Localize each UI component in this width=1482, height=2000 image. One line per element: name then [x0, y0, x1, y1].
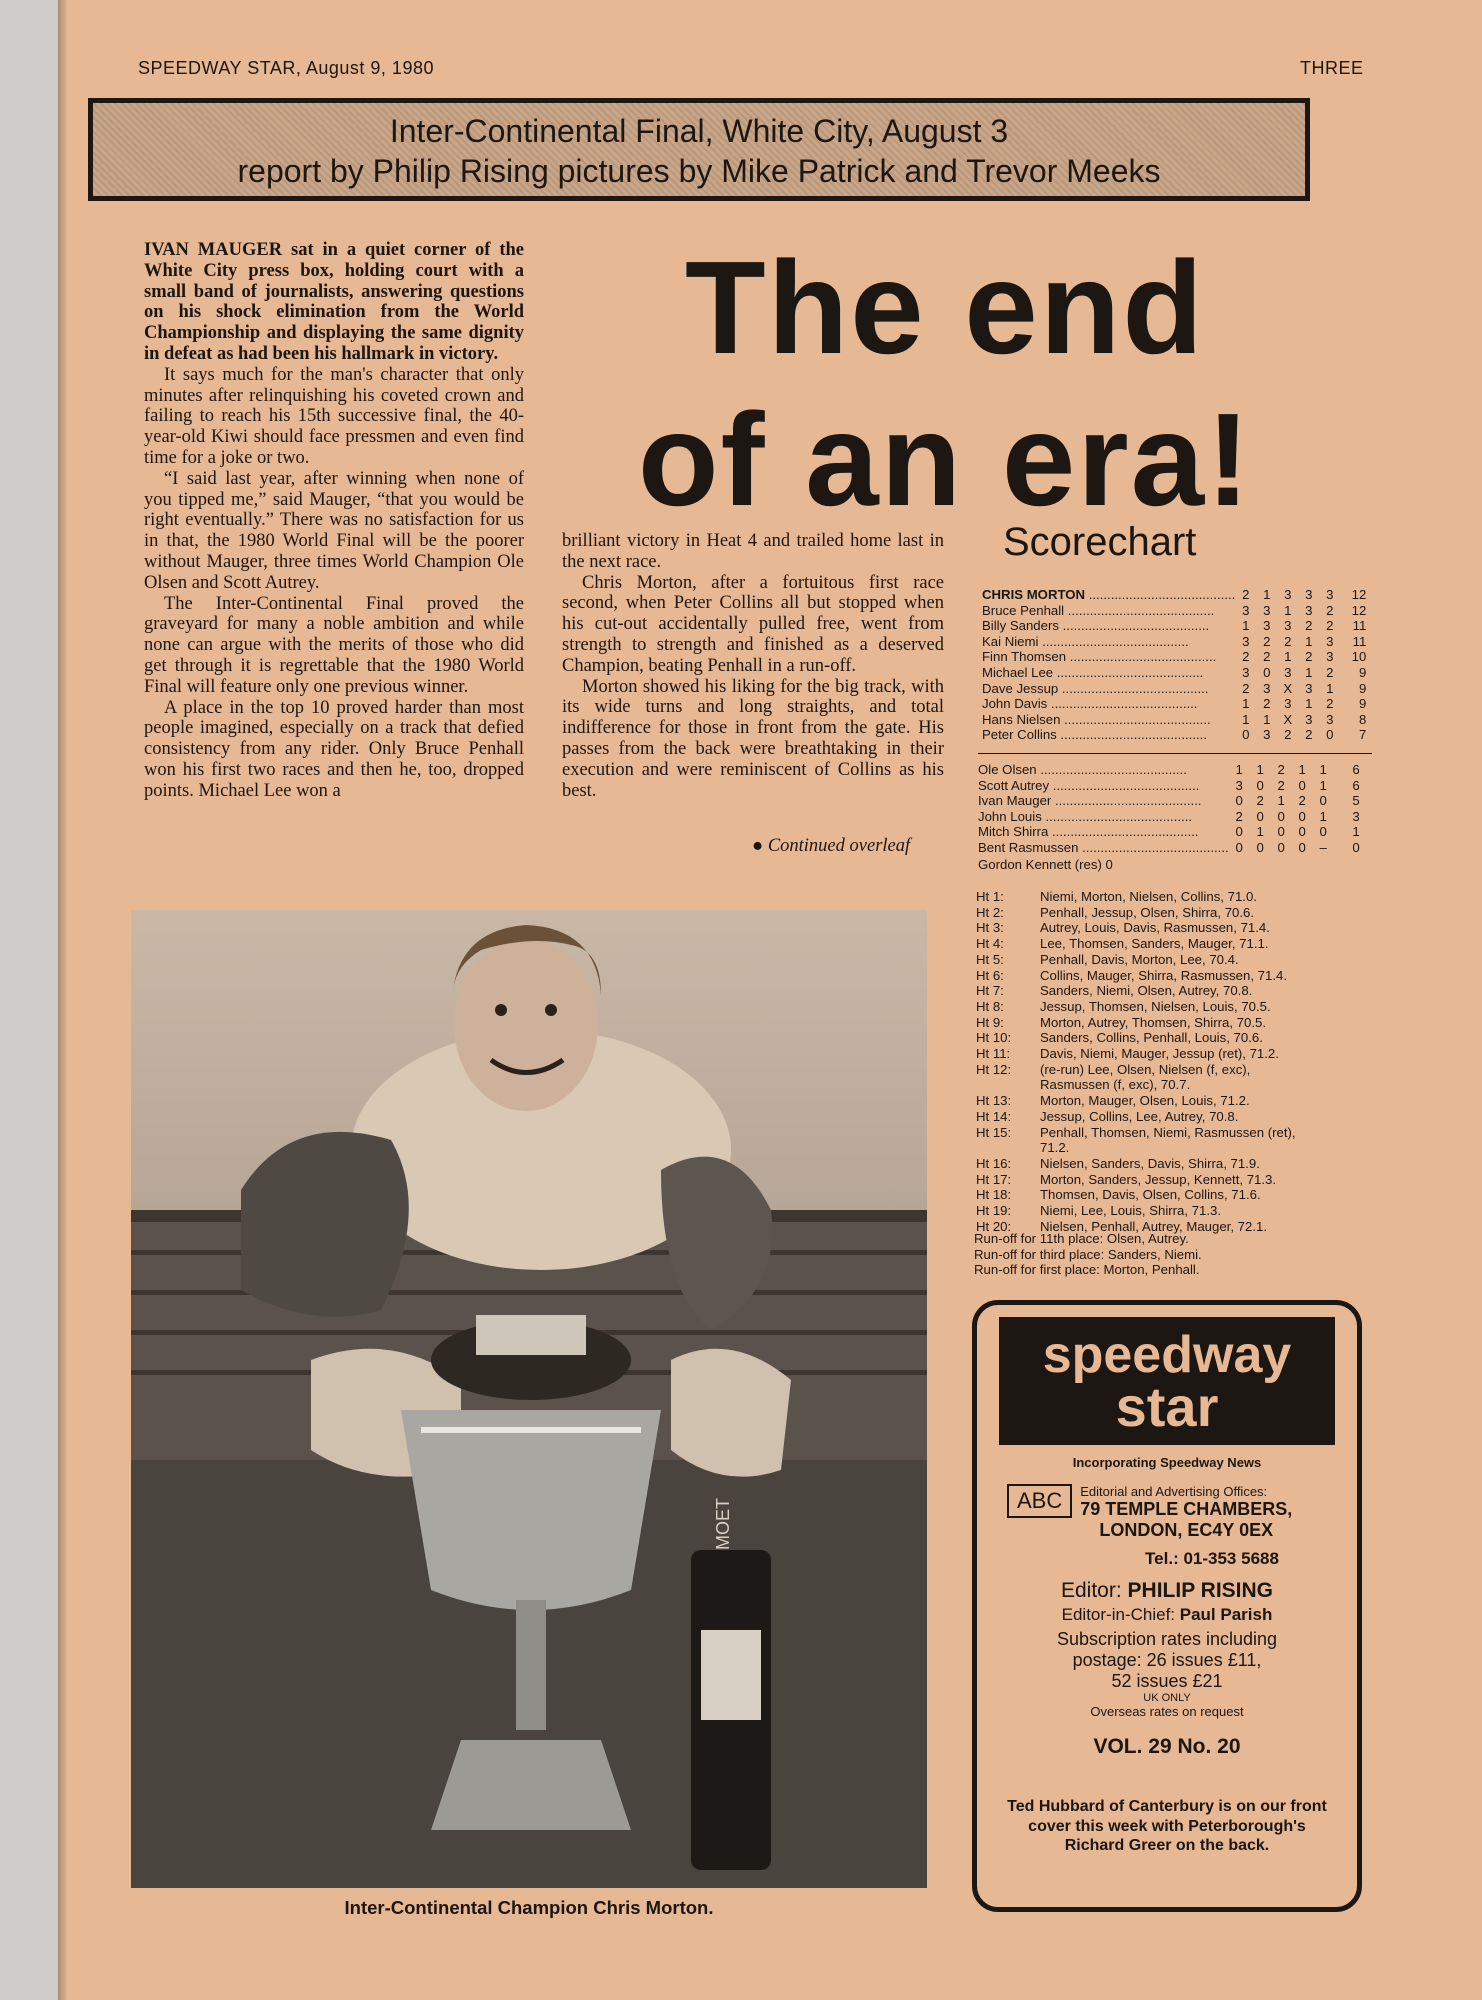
score-row [982, 603, 1366, 619]
score-row [978, 793, 1360, 809]
heat-result: Sanders, Niemi, Olsen, Autrey, 70.8. [1040, 983, 1253, 999]
article-column-2 [562, 531, 944, 801]
rider-name: John Louis [978, 808, 1042, 824]
speedway-star-logo [999, 1317, 1335, 1445]
ride-score: 1 [1298, 762, 1306, 777]
heat-row [976, 952, 1374, 968]
cover-note: Ted Hubbard of Canterbury is on our front cover this week with Peterborough's Richard Greer on the back. [1007, 1798, 1327, 1854]
rider-cell [982, 681, 1235, 697]
ride-score: 1 [1242, 618, 1250, 634]
ride-score: 3 [1305, 602, 1313, 618]
heat-label: Ht 2: [976, 904, 1004, 920]
ride-score: 0 [1298, 839, 1306, 855]
photo-caption: Inter-Continental Champion Chris Morton. [344, 1897, 714, 1918]
ride-score: 3 [1235, 777, 1243, 793]
heat-label: Ht 13: [976, 1093, 1012, 1109]
ride-score: 3 [1263, 727, 1271, 743]
ride-score: 1 [1256, 824, 1264, 840]
heat-label: Ht 11: [976, 1046, 1011, 1062]
article-paragraph: The Inter-Continental Final proved the graveyard for many a noble ambition and while none can argue with the merits of those who did get through it is regrettable that the 1980 World Final will feature only one previous winner. [144, 593, 524, 697]
ride-score: 3 [1242, 602, 1250, 618]
ride-score: 1 [1305, 633, 1313, 649]
heat-row [976, 1093, 1374, 1109]
total-score: 8 [1358, 711, 1367, 727]
ride-score: 0 [1298, 777, 1306, 793]
heat-row [976, 1187, 1374, 1203]
ride-score: 0 [1256, 777, 1264, 793]
score-row [982, 665, 1366, 681]
total-score: 9 [1358, 696, 1367, 712]
heat-label: Ht 18: [976, 1187, 1012, 1203]
heat-result: Morton, Sanders, Jessup, Kennett, 71.3. [1040, 1171, 1277, 1187]
page-edge-shadow [58, 0, 68, 2000]
banner-line-1: Inter-Continental Final, White City, August 3 [389, 113, 1009, 149]
ride-score: 2 [1242, 587, 1250, 602]
leader-dots [1078, 840, 1228, 855]
rider-cell [982, 618, 1235, 634]
ride-score: 2 [1235, 808, 1243, 824]
heat-result: Niemi, Morton, Nielsen, Collins, 71.0. [1040, 889, 1257, 904]
heat-result: Collins, Mauger, Shirra, Rasmussen, 71.4. [1040, 967, 1288, 983]
uk-only-note: UK ONLY [1143, 1692, 1191, 1704]
ride-score: 3 [1242, 633, 1250, 649]
rider-name: Dave Jessup [982, 680, 1059, 696]
ride-score: 0 [1256, 839, 1264, 855]
subscription-line: Subscription rates including [1056, 1629, 1278, 1649]
subscription-line: 52 issues £21 [1111, 1671, 1223, 1691]
ride-score: 3 [1284, 696, 1292, 712]
heat-label: Ht 7: [976, 983, 1004, 999]
heat-result: Lee, Thomsen, Sanders, Mauger, 71.1. [1040, 936, 1269, 952]
article-paragraph: Morton showed his liking for the big track, with its wide turns and long straights, and total indifference for those in front from the gate. His passes from the back were breathtaking in their execution and were reminiscent of Collins as his best. [562, 676, 944, 801]
rider-name: Peter Collins [982, 727, 1057, 743]
total-score: 9 [1358, 664, 1367, 680]
ride-score: 1 [1305, 696, 1313, 712]
heat-row [976, 983, 1374, 999]
heat-row [976, 1030, 1374, 1046]
runoff-line: Run-off for 11th place: Olsen, Autrey. [974, 1231, 1189, 1246]
ride-score: 2 [1298, 793, 1306, 809]
offices-label: Editorial and Advertising Offices: [1080, 1484, 1268, 1499]
heat-result: Jessup, Collins, Lee, Autrey, 70.8. [1040, 1108, 1239, 1124]
ride-score: 3 [1305, 711, 1313, 727]
leader-dots [1048, 824, 1198, 839]
leader-dots [1085, 587, 1235, 602]
heat-row [976, 1109, 1374, 1125]
article-paragraph: “I said last year, after winning when none of you tipped me,” said Mauger, “that you would be right eventually.” There was no satisfaction for us in that, the 1980 World Final will be the poorer without Mauger, three times World Champion Ole Olsen and Scott Autrey. [144, 468, 524, 593]
ride-score: 0 [1242, 727, 1250, 743]
ride-score: 0 [1277, 839, 1285, 855]
heat-result: Nielsen, Sanders, Davis, Shirra, 71.9. [1040, 1155, 1260, 1171]
ride-score: 2 [1284, 633, 1292, 649]
ride-score: 0 [1277, 808, 1285, 824]
ride-score: 3 [1263, 602, 1271, 618]
scorechart-qualifiers-table [982, 587, 1366, 743]
ride-score: 2 [1326, 602, 1334, 618]
volume-number: VOL. 29 No. 20 [1093, 1735, 1241, 1758]
heat-result: Penhall, Davis, Morton, Lee, 70.4. [1040, 951, 1239, 967]
ride-score: X [1283, 711, 1293, 727]
heat-row [976, 905, 1374, 921]
logo-line-1: speedway [1042, 1326, 1292, 1384]
rider-name: Bent Rasmussen [978, 839, 1079, 855]
rider-cell [982, 665, 1235, 681]
banner-line-2: report by Philip Rising pictures by Mike Patrick and Trevor Meeks [237, 153, 1161, 189]
leader-dots [1060, 712, 1210, 727]
ride-score: 0 [1319, 793, 1327, 809]
heat-result: Jessup, Thomsen, Nielsen, Louis, 70.5. [1040, 998, 1271, 1014]
leader-dots [1053, 665, 1203, 680]
total-score: 5 [1352, 793, 1360, 809]
rider-name: Bruce Penhall [982, 602, 1065, 618]
ride-score: 3 [1284, 664, 1292, 680]
heat-label: Ht 6: [976, 967, 1004, 983]
heat-row [976, 1156, 1374, 1172]
continued-note [752, 836, 910, 857]
ride-score: 3 [1326, 649, 1334, 665]
score-row [978, 778, 1360, 794]
heat-row [976, 1125, 1374, 1141]
subscription-rates [977, 1629, 1357, 1692]
editor-name: PHILIP RISING [1127, 1579, 1274, 1602]
article-lead [144, 240, 524, 365]
ride-score: 2 [1284, 727, 1292, 743]
score-row [978, 809, 1360, 825]
ride-score: 0 [1326, 727, 1334, 743]
total-score: 3 [1352, 808, 1360, 824]
ride-score: 0 [1298, 824, 1306, 840]
total-score: 11 [1352, 618, 1367, 634]
score-row [982, 727, 1366, 743]
rider-cell [982, 727, 1235, 743]
chief-label: Editor-in-Chief: [1061, 1605, 1176, 1624]
heat-result: Autrey, Louis, Davis, Rasmussen, 71.4. [1040, 920, 1270, 936]
rider-cell [978, 809, 1229, 825]
heat-label: Ht 5: [976, 951, 1004, 967]
editor-in-chief-line [977, 1605, 1357, 1625]
total-score: 12 [1351, 587, 1367, 602]
ride-score: 3 [1326, 633, 1334, 649]
rider-name: Ole Olsen [978, 762, 1037, 777]
abc-badge: ABC [1007, 1484, 1072, 1518]
runoff-line: Run-off for third place: Sanders, Niemi. [974, 1246, 1202, 1262]
heat-row [976, 1203, 1374, 1219]
incorporating-line: Incorporating Speedway News [1072, 1455, 1262, 1470]
leader-dots [1059, 618, 1209, 633]
heat-label: Ht 4: [976, 936, 1004, 952]
logo-line-2: star [1115, 1375, 1219, 1438]
article-column-1 [144, 240, 524, 802]
heat-label: Ht 19: [976, 1203, 1012, 1219]
overseas-note: Overseas rates on request [1090, 1704, 1244, 1719]
rider-name: Finn Thomsen [982, 649, 1067, 665]
heat-row [976, 999, 1374, 1015]
heat-results [976, 889, 1374, 1234]
heat-row [976, 1062, 1374, 1078]
heat-result: Nielsen, Penhall, Autrey, Mauger, 72.1. [1040, 1218, 1268, 1234]
ride-score: 2 [1263, 649, 1271, 665]
heat-row [976, 1015, 1374, 1031]
heat-label: Ht 1: [976, 889, 1004, 904]
score-row [978, 762, 1360, 778]
address-line-2: LONDON, EC4Y 0EX [1099, 1520, 1274, 1540]
total-score: 11 [1352, 633, 1367, 649]
report-banner [88, 98, 1310, 201]
heat-result-continued: 71.2. [1040, 1140, 1070, 1156]
heat-result: Penhall, Jessup, Olsen, Shirra, 70.6. [1040, 904, 1255, 920]
ride-score: 2 [1263, 696, 1271, 712]
total-score: 10 [1351, 649, 1367, 665]
rider-name: Kai Niemi [982, 633, 1039, 649]
heat-result: Penhall, Thomsen, Niemi, Rasmussen (ret), [1040, 1124, 1296, 1140]
ride-score: 2 [1305, 727, 1313, 743]
leader-dots [1064, 603, 1214, 618]
ride-score: 1 [1284, 649, 1292, 665]
ride-score: 0 [1263, 664, 1271, 680]
ride-score: 1 [1263, 587, 1271, 602]
heat-label: Ht 17: [976, 1171, 1012, 1187]
score-row [982, 587, 1366, 603]
article-lead-bold: IVAN MAUGER sat in a quiet corner of the White City press box, holding court with a small band of journalists, answering questions on his shock elimination from the World Championship and displaying the same dignity in defeat as had been his hallmark in victory. [144, 240, 524, 364]
leader-dots [1049, 778, 1199, 793]
ride-score: 3 [1326, 711, 1334, 727]
ride-score: X [1283, 680, 1293, 696]
leader-dots [1037, 762, 1187, 777]
masthead-info-box [972, 1300, 1362, 1912]
rider-cell [978, 762, 1229, 778]
ride-score: 1 [1277, 793, 1285, 809]
heat-row [976, 1172, 1374, 1188]
page-number: THREE [1300, 58, 1364, 78]
ride-score: 1 [1305, 664, 1313, 680]
ride-score: 0 [1298, 808, 1306, 824]
ride-score: 2 [1305, 618, 1313, 634]
ride-score: 0 [1235, 824, 1243, 840]
ride-score: 0 [1319, 824, 1327, 840]
total-score: 9 [1358, 680, 1367, 696]
ride-score: 0 [1277, 824, 1285, 840]
ride-score: 2 [1263, 633, 1271, 649]
heat-label: Ht 12: [976, 1061, 1012, 1077]
editor-label: Editor: [1060, 1579, 1122, 1602]
ride-score: 3 [1305, 680, 1313, 696]
score-row [982, 681, 1366, 697]
ride-score: 3 [1284, 618, 1292, 634]
leader-dots [1058, 681, 1208, 696]
runoff-line: Run-off for first place: Morton, Penhall. [974, 1262, 1200, 1278]
ride-score: – [1319, 839, 1327, 855]
ride-score: 1 [1235, 762, 1243, 777]
subscription-line: postage: 26 issues £11, [1072, 1650, 1262, 1670]
runoff-results [974, 1231, 1372, 1278]
ride-score: 0 [1256, 808, 1264, 824]
ride-score: 1 [1284, 602, 1292, 618]
ride-score: 2 [1277, 762, 1285, 777]
heat-label: Ht 3: [976, 920, 1004, 936]
bottle-label: MOET [713, 1498, 733, 1550]
reserve-line: Gordon Kennett (res) 0 [978, 857, 1113, 872]
heat-result: Niemi, Lee, Louis, Shirra, 71.3. [1040, 1203, 1222, 1219]
heat-result: Sanders, Collins, Penhall, Louis, 70.6. [1040, 1030, 1263, 1046]
rider-cell [982, 696, 1235, 712]
heat-row [976, 936, 1374, 952]
rider-name: Billy Sanders [982, 618, 1059, 634]
leader-dots [1051, 793, 1201, 808]
ride-score: 1 [1263, 711, 1271, 727]
total-score: 0 [1352, 839, 1360, 855]
rider-name: Hans Nielsen [982, 711, 1061, 727]
heat-row [976, 889, 1374, 905]
ride-score: 2 [1326, 664, 1334, 680]
scorechart-divider [978, 753, 1372, 754]
editor-line [977, 1579, 1357, 1603]
ride-score: 1 [1242, 711, 1250, 727]
leader-dots [1047, 696, 1197, 711]
score-row [982, 634, 1366, 650]
rider-cell [982, 603, 1235, 619]
ride-score: 2 [1305, 649, 1313, 665]
rider-name: Scott Autrey [978, 777, 1050, 793]
leader-dots [1042, 809, 1192, 824]
heat-label: Ht 16: [976, 1155, 1012, 1171]
heat-label: Ht 10: [976, 1030, 1012, 1046]
score-row [978, 840, 1360, 856]
rider-cell [982, 634, 1235, 650]
leader-dots [1057, 727, 1207, 742]
leader-dots [1066, 649, 1216, 664]
publication-dateline: SPEEDWAY STAR, August 9, 1980 [138, 58, 434, 78]
heat-label: Ht 8: [976, 998, 1004, 1014]
ride-score: 1 [1319, 808, 1327, 824]
rider-cell [982, 712, 1235, 728]
rider-cell [978, 840, 1229, 856]
ride-score: 3 [1263, 680, 1271, 696]
heat-label: Ht 20: [976, 1218, 1012, 1234]
heat-result: (re-run) Lee, Olsen, Nielsen (f, exc), [1040, 1061, 1251, 1077]
ride-score: 1 [1319, 762, 1327, 777]
headline [545, 232, 1345, 536]
total-score: 1 [1352, 824, 1360, 840]
heat-row [976, 968, 1374, 984]
heat-result: Thomsen, Davis, Olsen, Collins, 71.6. [1040, 1187, 1261, 1203]
ride-score: 1 [1242, 696, 1250, 712]
ride-score: 1 [1256, 762, 1264, 777]
rider-name: Michael Lee [982, 664, 1054, 680]
ride-score: 0 [1235, 793, 1243, 809]
score-row [982, 618, 1366, 634]
score-row [982, 712, 1366, 728]
article-paragraph: Chris Morton, after a fortuitous first race second, when Peter Collins all but stopped when his cut-out accidentally pulled free, went from strength to strength and finished as a deserved Champion, beating Penhall in a run-off. [562, 572, 944, 676]
heat-label: Ht 15: [976, 1124, 1012, 1140]
rider-name: Ivan Mauger [978, 793, 1052, 809]
bullet-icon: ● [752, 836, 764, 856]
heat-label: Ht 9: [976, 1014, 1004, 1030]
chief-name: Paul Parish [1179, 1605, 1273, 1624]
ride-score: 2 [1326, 618, 1334, 634]
headline-line-1: The end [684, 234, 1206, 381]
total-score: 6 [1352, 777, 1360, 793]
heat-row [976, 920, 1374, 936]
rider-name: CHRIS MORTON [982, 587, 1086, 602]
telephone: Tel.: 01-353 5688 [1145, 1549, 1279, 1568]
ride-score: 3 [1242, 664, 1250, 680]
rider-cell [982, 587, 1235, 603]
rider-cell [978, 793, 1229, 809]
scorechart-nonqualifiers-table [978, 762, 1360, 856]
rider-name: John Davis [982, 696, 1048, 712]
ride-score: 2 [1242, 680, 1250, 696]
ride-score: 3 [1326, 587, 1334, 602]
scorechart-title: Scorechart [1003, 520, 1197, 564]
heat-result: Morton, Mauger, Olsen, Louis, 71.2. [1040, 1093, 1250, 1109]
heat-result: Morton, Autrey, Thomsen, Shirra, 70.5. [1040, 1014, 1267, 1030]
rider-name: Mitch Shirra [978, 824, 1049, 840]
ride-score: 3 [1305, 587, 1313, 602]
address-line-1: 79 TEMPLE CHAMBERS, [1080, 1499, 1293, 1519]
heat-result-continued: Rasmussen (f, exc), 70.7. [1040, 1077, 1191, 1093]
ride-score: 3 [1263, 618, 1271, 634]
score-row [978, 824, 1360, 840]
ride-score: 2 [1256, 793, 1264, 809]
rider-cell [978, 778, 1229, 794]
score-row [982, 696, 1366, 712]
heat-result: Davis, Niemi, Mauger, Jessup (ret), 71.2. [1040, 1046, 1279, 1062]
rider-cell [982, 649, 1235, 665]
total-score: 12 [1351, 602, 1367, 618]
article-paragraph: brilliant victory in Heat 4 and trailed home last in the next race. [562, 531, 944, 572]
total-score: 7 [1358, 727, 1367, 743]
total-score: 6 [1352, 762, 1360, 777]
article-paragraph: It says much for the man's character that only minutes after relinquishing his coveted crown and failing to reach his 15th successive final, the 40-year-old Kiwi should face pressmen and even find time for a joke or two. [144, 364, 524, 468]
rider-cell [978, 824, 1229, 840]
photo-illustration [131, 910, 927, 1888]
ride-score: 1 [1319, 777, 1327, 793]
ride-score: 1 [1326, 680, 1334, 696]
ride-score: 0 [1235, 839, 1243, 855]
ride-score: 3 [1284, 587, 1292, 602]
ride-score: 2 [1242, 649, 1250, 665]
heat-label: Ht 14: [976, 1108, 1012, 1124]
ride-score: 2 [1277, 777, 1285, 793]
article-paragraph: A place in the top 10 proved harder than most people imagined, especially on a track that defied consistency from any rider. Only Bruce Penhall won his first two races and then he, too, dropped points. Michael Lee won a [144, 697, 524, 801]
headline-line-2: of an era! [637, 386, 1253, 533]
ride-score: 2 [1326, 696, 1334, 712]
leader-dots [1038, 634, 1188, 649]
continued-text: Continued overleaf [767, 836, 911, 856]
score-row [982, 649, 1366, 665]
champion-photo [131, 910, 927, 1888]
heat-row [976, 1046, 1374, 1062]
